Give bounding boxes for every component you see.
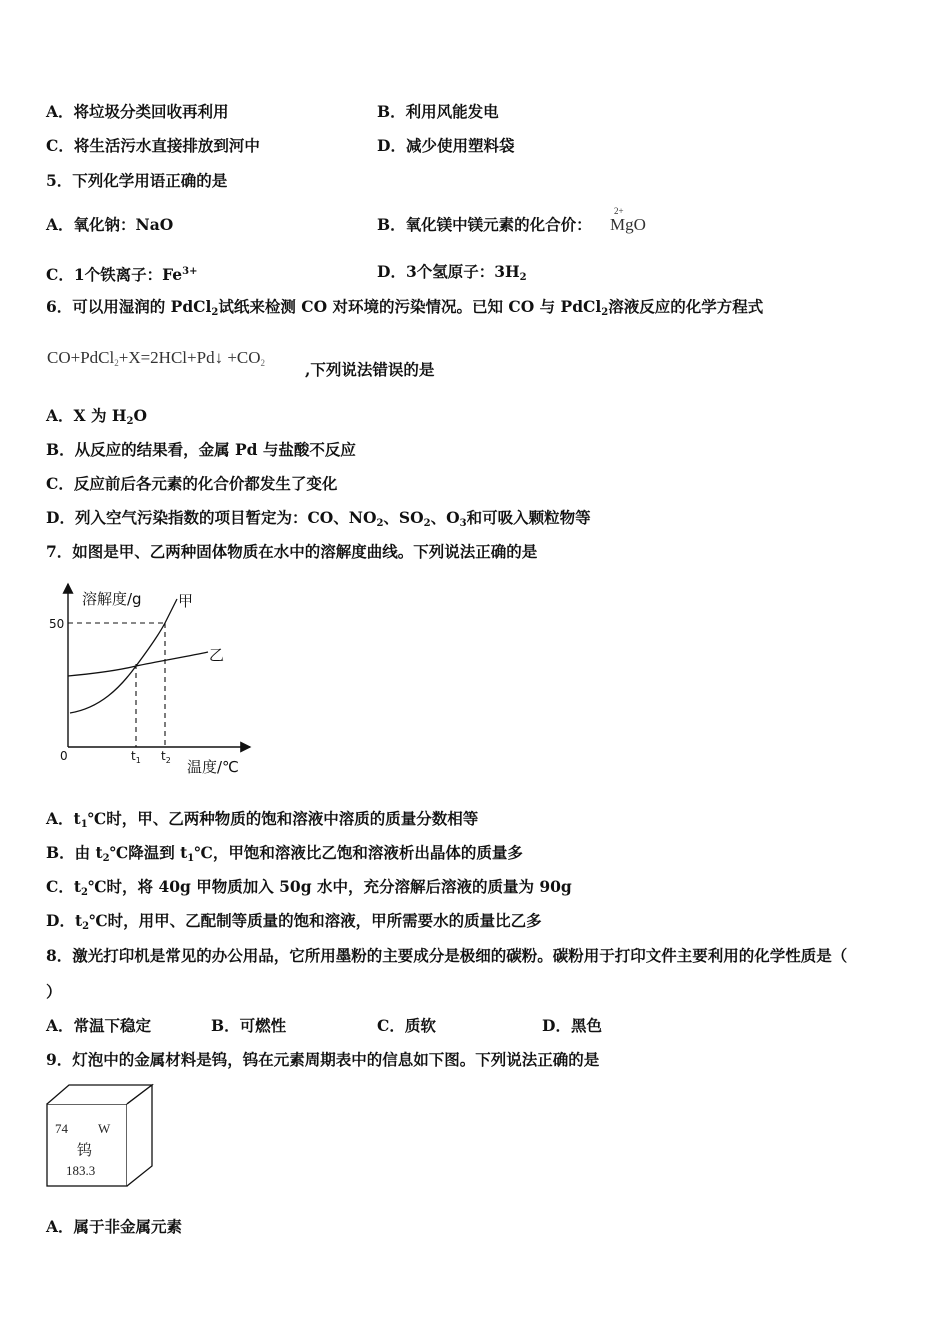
element-symbol: W bbox=[98, 1121, 111, 1136]
q7-option-d-sub: 2 bbox=[82, 921, 90, 932]
x-tick-t1 bbox=[131, 749, 141, 765]
series-jia-curve bbox=[70, 599, 177, 713]
tungsten-element-cell bbox=[44, 1082, 164, 1192]
q8-stem-close: ） bbox=[46, 982, 62, 1001]
q5-option-c-text: C．1个铁离子：Fe bbox=[46, 265, 183, 284]
q7-option-b-part3: ℃，甲饱和溶液比乙饱和溶液析出晶体的质量多 bbox=[194, 843, 523, 862]
q4-option-c: C．将生活污水直接排放到河中 bbox=[46, 136, 260, 155]
q6-eq-sub2: 2 bbox=[260, 358, 266, 368]
q7-option-a-part1: A．t bbox=[46, 809, 81, 828]
q5-option-a: A．氧化钠：NaO bbox=[46, 215, 174, 234]
q6-stem bbox=[46, 297, 763, 323]
q6-option-d-part1: D．列入空气污染指数的项目暂定为：CO、NO bbox=[46, 508, 377, 527]
q5-h2-subscript: 2 bbox=[519, 272, 527, 283]
q6-option-a bbox=[46, 406, 147, 432]
q6-stem-part2: 试纸来检测 CO 对环境的污染情况。已知 CO 与 PdCl bbox=[218, 297, 602, 316]
x-axis-label: 温度/℃ bbox=[187, 758, 239, 776]
q7-option-c-sub: 2 bbox=[81, 887, 88, 898]
q4-option-d: D．减少使用塑料袋 bbox=[377, 136, 515, 155]
x-tick-t1-sub: 1 bbox=[135, 756, 141, 765]
q6-no2-sub: 2 bbox=[376, 518, 384, 529]
x-tick-t1-letter: t bbox=[131, 749, 136, 763]
q7-stem: 7．如图是甲、乙两种固体物质在水中的溶解度曲线。下列说法正确的是 bbox=[46, 542, 538, 561]
q6-option-a-tail: O bbox=[133, 406, 147, 425]
q6-option-d-part2: 、SO bbox=[383, 508, 424, 527]
q6-h2o-sub: 2 bbox=[126, 416, 134, 427]
q5-option-c bbox=[46, 262, 197, 285]
q5-option-d bbox=[377, 262, 527, 288]
q6-eq-part1: CO+PdCl bbox=[47, 348, 115, 367]
q6-stem-sub2: 2 bbox=[601, 307, 609, 318]
q6-option-b: B．从反应的结果看，金属 Pd 与盐酸不反应 bbox=[46, 440, 356, 459]
q6-stem-part3: 溶液反应的化学方程式 bbox=[608, 297, 764, 316]
q7-option-d bbox=[46, 911, 542, 937]
q4-option-a: A．将垃圾分类回收再利用 bbox=[46, 102, 229, 121]
y-tick-50: 50 bbox=[49, 617, 65, 631]
q6-option-c: C．反应前后各元素的化合价都发生了变化 bbox=[46, 474, 338, 493]
q5-stem: 5．下列化学用语正确的是 bbox=[46, 171, 228, 190]
element-name: 钨 bbox=[77, 1141, 93, 1159]
q6-eq-sub1: 2 bbox=[114, 358, 119, 368]
q8-option-c: C．质软 bbox=[377, 1016, 436, 1035]
q7-option-b-sub2: 1 bbox=[187, 853, 195, 864]
q7-option-d-part2: ℃时，用甲、乙配制等质量的饱和溶液，甲所需要水的质量比乙多 bbox=[89, 911, 542, 930]
q6-option-a-text: A．X 为 H bbox=[46, 406, 127, 425]
q7-option-c-part2: ℃时，将 40g 甲物质加入 50g 水中，充分溶解后溶液的质量为 90g bbox=[87, 877, 572, 896]
origin-label: 0 bbox=[60, 749, 68, 763]
solubility-chart bbox=[40, 580, 270, 790]
q7-option-c-part1: C．t bbox=[46, 877, 81, 896]
q6-stem-sub1: 2 bbox=[211, 307, 219, 318]
element-atomic-number: 74 bbox=[55, 1121, 68, 1136]
q6-o3-sub: 3 bbox=[459, 518, 467, 529]
x-tick-t2-sub: 2 bbox=[165, 756, 171, 765]
q6-so2-sub: 2 bbox=[423, 518, 431, 529]
q5-option-b-text: B．氧化镁中镁元素的化合价： bbox=[377, 215, 592, 234]
q7-option-c bbox=[46, 877, 572, 903]
element-atomic-mass: 183.3 bbox=[66, 1163, 96, 1178]
q6-eq-part2: +X=2HCl+Pd↓ +CO bbox=[118, 348, 261, 367]
q7-option-b-sub1: 2 bbox=[102, 853, 110, 864]
q9-option-a: A．属于非金属元素 bbox=[46, 1217, 183, 1236]
q6-equation bbox=[47, 348, 265, 368]
q9-stem: 9．灯泡中的金属材料是钨，钨在元素周期表中的信息如下图。下列说法正确的是 bbox=[46, 1050, 600, 1069]
x-tick-t2 bbox=[161, 749, 171, 765]
q5-mg-charge: 2+ bbox=[614, 206, 624, 216]
q5-mgo-text: MgO bbox=[610, 215, 646, 234]
series-jia-label: 甲 bbox=[178, 592, 194, 610]
q6-stem-part1: 6．可以用湿润的 PdCl bbox=[46, 297, 212, 316]
q7-option-b-part1: B．由 t bbox=[46, 843, 103, 862]
series-yi-label: 乙 bbox=[209, 646, 225, 664]
q5-option-d-text: D．3个氢原子：3H bbox=[377, 262, 520, 281]
q6-option-d-part3: 、O bbox=[430, 508, 460, 527]
x-tick-t2-letter: t bbox=[161, 749, 166, 763]
q5-fe-charge: 3+ bbox=[182, 266, 198, 277]
q5-mgo-formula bbox=[610, 206, 646, 235]
q8-option-a: A．常温下稳定 bbox=[46, 1016, 152, 1035]
q6-option-d-part4: 和可吸入颗粒物等 bbox=[466, 508, 591, 527]
q5-option-b bbox=[377, 215, 592, 235]
q6-option-d bbox=[46, 508, 591, 534]
q8-stem: 8．激光打印机是常见的办公用品，它所用墨粉的主要成分是极细的碳粉。碳粉用于打印文件主要利用的化学性质是（ bbox=[46, 946, 848, 965]
q8-option-b: B．可燃性 bbox=[211, 1016, 287, 1035]
q6-eq-tail: ,下列说法错误的是 bbox=[305, 360, 435, 379]
q7-option-d-part1: D．t bbox=[46, 911, 83, 930]
q7-option-b-part2: ℃降温到 t bbox=[109, 843, 188, 862]
q8-option-d: D．黑色 bbox=[542, 1016, 602, 1035]
y-axis-label: 溶解度/g bbox=[82, 590, 142, 608]
q7-option-a-part2: ℃时，甲、乙两种物质的饱和溶液中溶质的质量分数相等 bbox=[87, 809, 479, 828]
q7-option-a bbox=[46, 809, 478, 835]
q7-option-b bbox=[46, 843, 523, 869]
q7-option-a-sub: 1 bbox=[80, 819, 88, 830]
q4-option-b: B．利用风能发电 bbox=[377, 102, 499, 121]
